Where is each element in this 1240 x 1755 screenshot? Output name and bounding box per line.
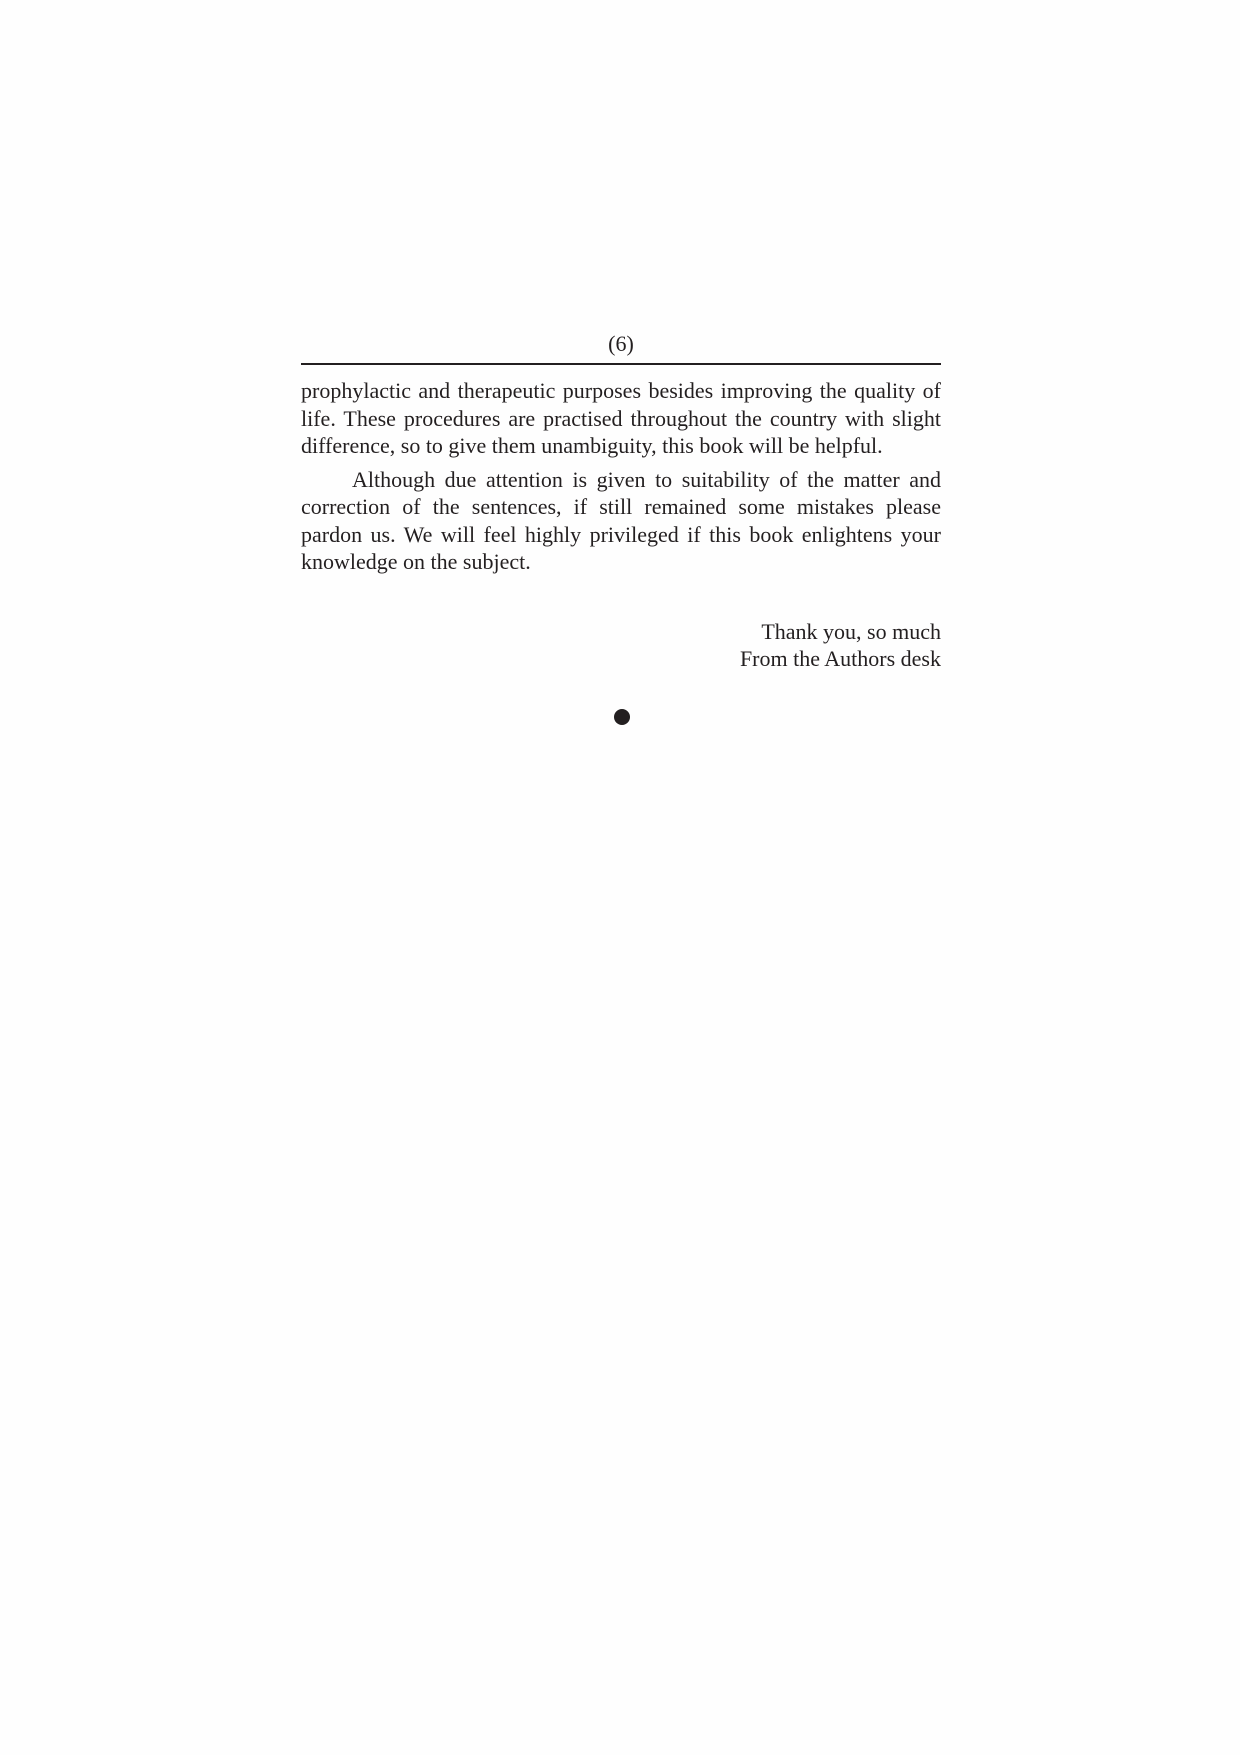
end-of-section-bullet-icon bbox=[614, 709, 630, 725]
signoff-authors: From the Authors desk bbox=[739, 646, 941, 671]
body-paragraph-continued: prophylactic and therapeutic purposes besides improving the quality of life. These procedures are practised throughout the country with slight difference, so to give them unambiguity, this book will be helpful. bbox=[301, 378, 941, 458]
signoff bbox=[301, 618, 941, 673]
signoff-thanks: Thank you, so much bbox=[761, 618, 941, 644]
body-paragraph: Although due attention is given to suitability of the matter and correction of the sentences, if still remained some mistakes please pardon us. We will feel highly privileged if this book enlightens your knowledge on the subject. bbox=[301, 466, 941, 574]
page-number: (6) bbox=[608, 331, 634, 356]
header-rule bbox=[301, 363, 941, 365]
page-content bbox=[301, 330, 941, 725]
